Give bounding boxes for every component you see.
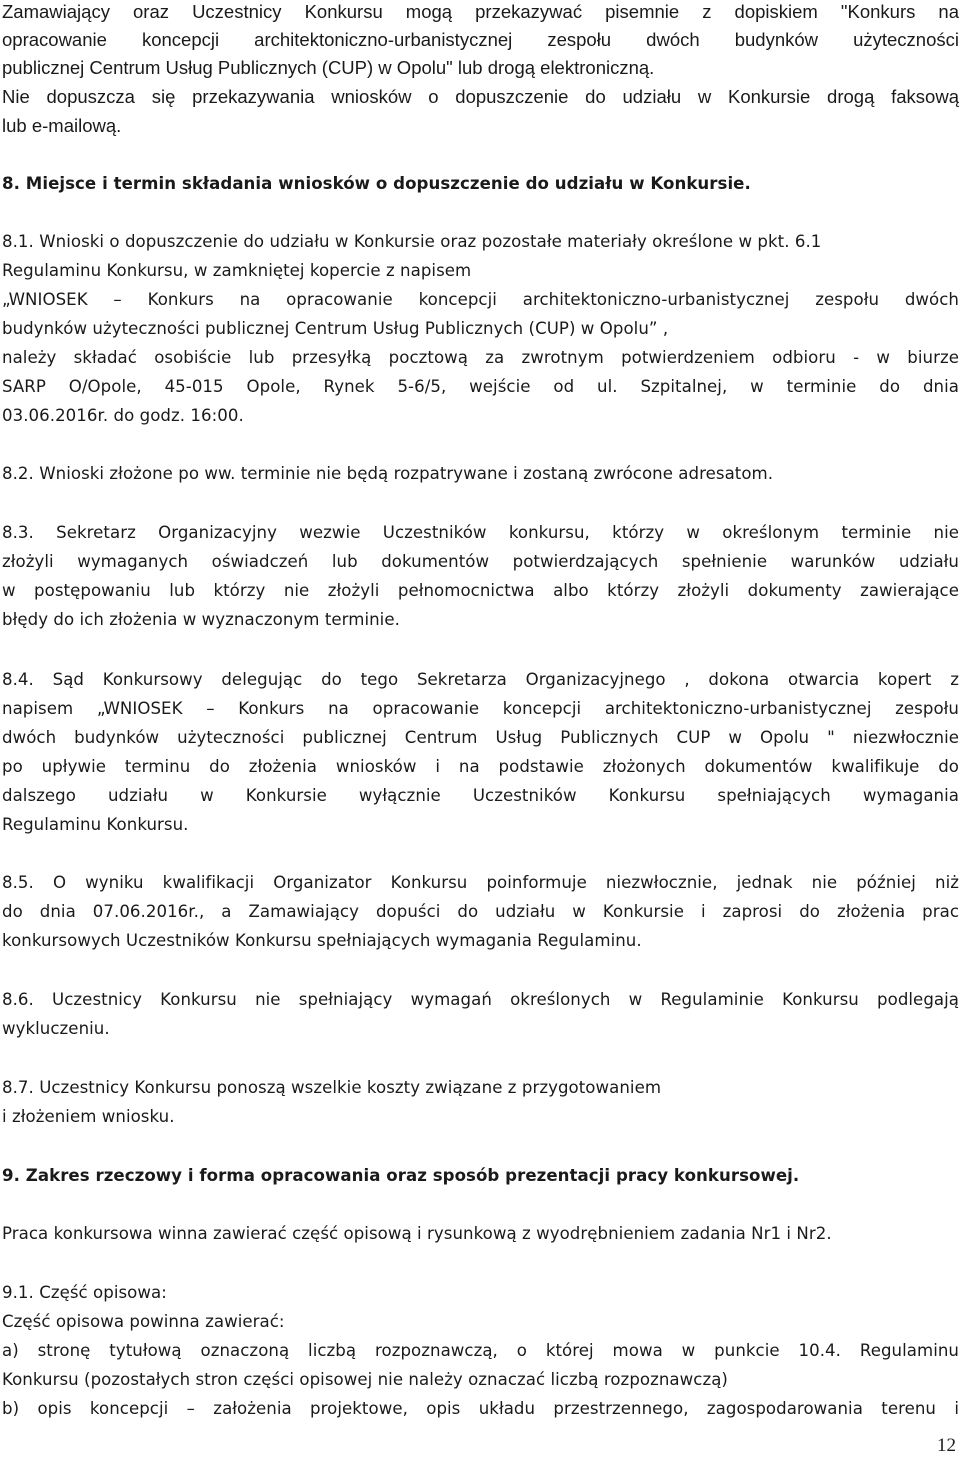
text-line: opracowanie koncepcji architektoniczno-urbanistycznej zespołu dwóch budynków użyteczności xyxy=(2,29,959,50)
section-heading: 9. Zakres rzeczowy i forma opracowania oraz sposób prezentacji pracy konkursowej. xyxy=(2,1166,800,1185)
text-line: Nie dopuszcza się przekazywania wniosków o dopuszczenie do udziału w Konkursie drogą faksową xyxy=(2,86,959,107)
text-line: publicznej Centrum Usług Publicznych (CUP) w Opolu" lub drogą elektroniczną. xyxy=(2,57,655,78)
section-heading: 8. Miejsce i termin składania wniosków o dopuszczenie do udziału w Konkursie. xyxy=(2,174,751,193)
text-line: Część opisowa powinna zawierać: xyxy=(2,1312,285,1331)
text-line: Zamawiający oraz Uczestnicy Konkursu mogą przekazywać pisemnie z dopiskiem "Konkurs na xyxy=(2,1,959,22)
text-line: Regulaminu Konkursu, w zamkniętej kopercie z napisem xyxy=(2,261,472,280)
text-line: lub e-mailową. xyxy=(2,115,122,136)
text-line: napisem „WNIOSEK – Konkurs na opracowanie koncepcji architektoniczno-urbanistycznej zespołu xyxy=(2,699,959,718)
text-line: Praca konkursowa winna zawierać część opisową i rysunkową z wyodrębnieniem zadania Nr1 i Nr2. xyxy=(2,1224,832,1243)
text-line: b) opis koncepcji – założenia projektowe, opis układu przestrzennego, zagospodarowania terenu i xyxy=(2,1399,959,1418)
page-number: 12 xyxy=(937,1435,956,1456)
text-line: budynków użyteczności publicznej Centrum Usług Publicznych (CUP) w Opolu” , xyxy=(2,319,669,338)
text-line: 9.1. Część opisowa: xyxy=(2,1283,167,1302)
text-line: 8.1. Wnioski o dopuszczenie do udziału w Konkursie oraz pozostałe materiały określone w pkt. 6.1 xyxy=(2,232,822,251)
text-line: po upływie terminu do złożenia wniosków i na podstawie złożonych dokumentów kwalifikuje do xyxy=(2,757,959,776)
text-line: 8.2. Wnioski złożone po ww. terminie nie będą rozpatrywane i zostaną zwrócone adresatom. xyxy=(2,464,774,483)
text-line: 8.5. O wyniku kwalifikacji Organizator Konkursu poinformuje niezwłocznie, jednak nie później niż xyxy=(2,873,959,892)
text-line: konkursowych Uczestników Konkursu spełniających wymagania Regulaminu. xyxy=(2,931,642,950)
text-line: w postępowaniu lub którzy nie złożyli pełnomocnictwa albo którzy złożyli dokumenty zawierające xyxy=(2,581,959,600)
text-line: 03.06.2016r. do godz. 16:00. xyxy=(2,406,244,425)
text-line: 8.7. Uczestnicy Konkursu ponoszą wszelkie koszty związane z przygotowaniem xyxy=(2,1078,662,1097)
text-line: do dnia 07.06.2016r., a Zamawiający dopuści do udziału w Konkursie i zaprosi do złożenia prac xyxy=(2,902,959,921)
text-line: dwóch budynków użyteczności publicznej Centrum Usług Publicznych CUP w Opolu " niezwłocznie xyxy=(2,728,959,747)
text-line: dalszego udziału w Konkursie wyłącznie Uczestników Konkursu spełniających wymagania xyxy=(2,786,959,805)
text-line: 8.6. Uczestnicy Konkursu nie spełniający wymagań określonych w Regulaminie Konkursu podlegają xyxy=(2,990,959,1009)
text-line: „WNIOSEK – Konkurs na opracowanie koncepcji architektoniczno-urbanistycznej zespołu dwóch xyxy=(2,290,959,309)
text-line: złożyli wymaganych oświadczeń lub dokumentów potwierdzających spełnienie warunków udziału xyxy=(2,552,959,571)
text-line: błędy do ich złożenia w wyznaczonym terminie. xyxy=(2,610,400,629)
text-line: i złożeniem wniosku. xyxy=(2,1107,175,1126)
text-line: wykluczeniu. xyxy=(2,1019,110,1038)
text-line: Regulaminu Konkursu. xyxy=(2,815,189,834)
text-line: a) stronę tytułową oznaczoną liczbą rozpoznawczą, o której mowa w punkcie 10.4. Regulaminu xyxy=(2,1341,959,1360)
text-line: należy składać osobiście lub przesyłką pocztową za zwrotnym potwierdzeniem odbioru - w biurze xyxy=(2,348,959,367)
text-line: 8.4. Sąd Konkursowy delegując do tego Sekretarza Organizacyjnego , dokona otwarcia kopert z xyxy=(2,670,959,689)
text-line: SARP O/Opole, 45-015 Opole, Rynek 5-6/5, wejście od ul. Szpitalnej, w terminie do dnia xyxy=(2,377,959,396)
text-line: Konkursu (pozostałych stron części opisowej nie należy oznaczać liczbą rozpoznawczą) xyxy=(2,1370,728,1389)
text-line: 8.3. Sekretarz Organizacyjny wezwie Uczestników konkursu, którzy w określonym terminie nie xyxy=(2,523,959,542)
